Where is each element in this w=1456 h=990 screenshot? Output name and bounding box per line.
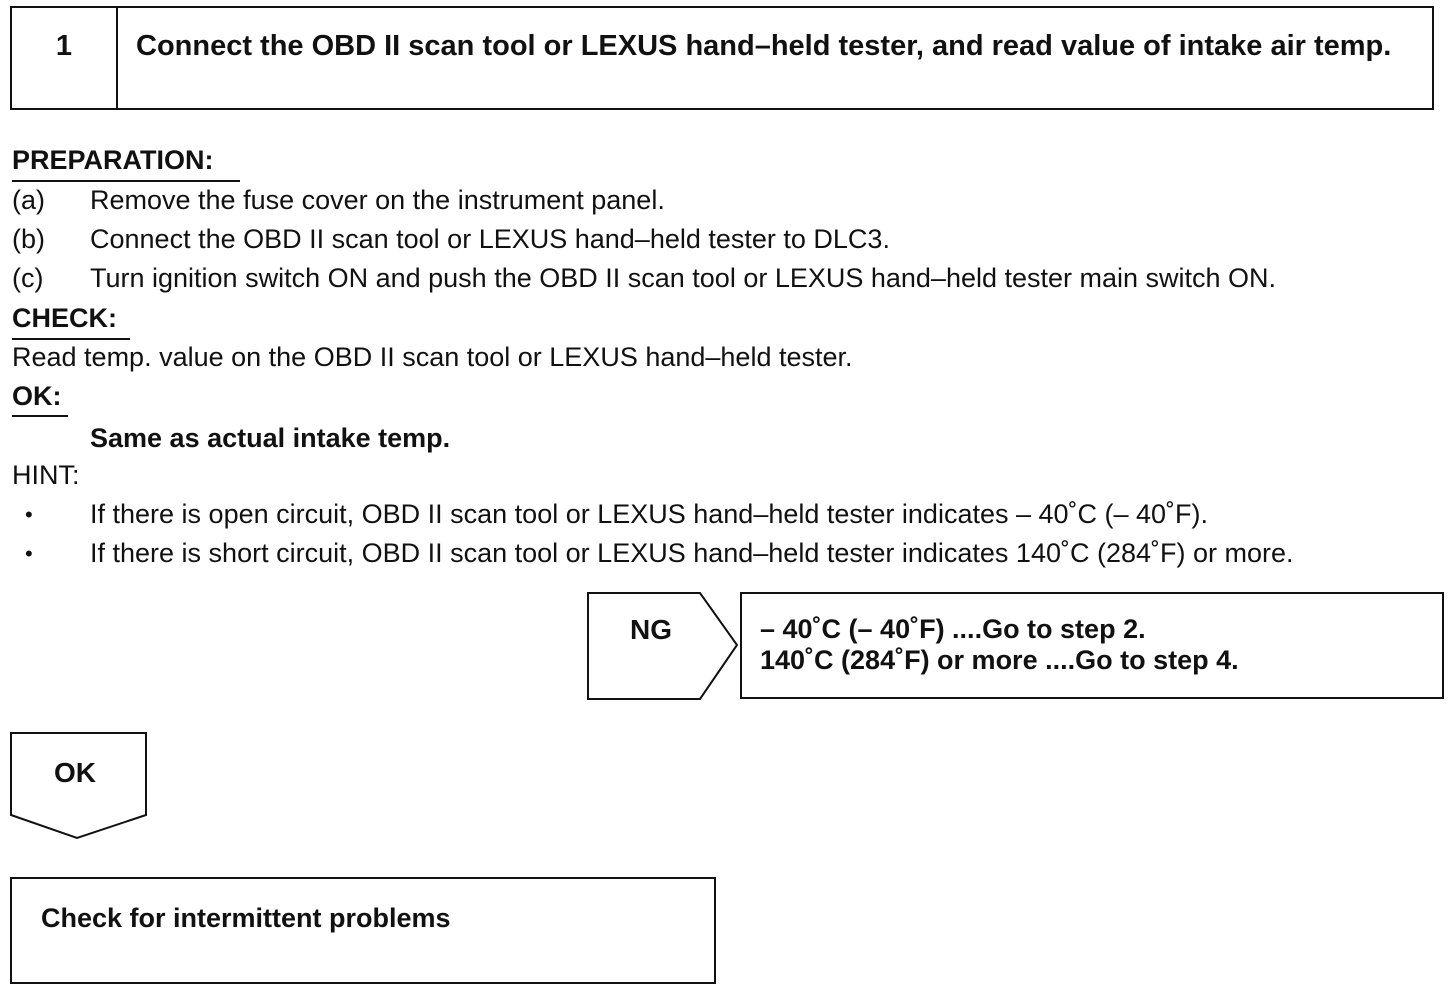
step-number: 1 xyxy=(12,8,118,108)
ng-result-line-1: – 40˚C (– 40˚F) ....Go to step 2. xyxy=(760,614,1146,644)
check-text: Read temp. value on the OBD II scan tool or LEXUS hand–held tester. xyxy=(12,342,853,372)
ok-spec-heading: OK: xyxy=(12,381,62,411)
ok-label: OK xyxy=(54,757,96,788)
ng-arrow-shape xyxy=(588,593,737,699)
preparation-heading: PREPARATION: xyxy=(12,145,214,175)
ok-result-text: Check for intermittent problems xyxy=(41,903,451,933)
step-title: Connect the OBD II scan tool or LEXUS hand–held tester, and read value of intake air temp. xyxy=(136,30,1392,62)
preparation-item-c-label: (c) xyxy=(12,263,44,293)
check-heading: CHECK: xyxy=(12,303,117,333)
hint-bullet-open-circuit: If there is open circuit, OBD II scan tool or LEXUS hand–held tester indicates – 40˚C (– 40˚F). xyxy=(90,499,1209,529)
ng-result-line-2: 140˚C (284˚F) or more ....Go to step 4. xyxy=(760,645,1239,675)
ok-result-box xyxy=(10,877,716,984)
preparation-item-a-text: Remove the fuse cover on the instrument panel. xyxy=(90,185,665,215)
preparation-item-b-label: (b) xyxy=(12,224,45,254)
preparation-item-b-text: Connect the OBD II scan tool or LEXUS hand–held tester to DLC3. xyxy=(90,224,890,254)
hint-heading: HINT: xyxy=(12,460,80,490)
ng-label: NG xyxy=(630,614,672,645)
hint-bullet-short-circuit: If there is short circuit, OBD II scan tool or LEXUS hand–held tester indicates 140˚C (284˚F) or more. xyxy=(90,538,1294,568)
bullet-icon: • xyxy=(25,502,33,527)
bullet-icon: • xyxy=(25,541,33,566)
ok-spec-text: Same as actual intake temp. xyxy=(90,423,451,453)
ng-result-box xyxy=(740,592,1444,699)
preparation-item-c-text: Turn ignition switch ON and push the OBD II scan tool or LEXUS hand–held tester main switch ON. xyxy=(90,263,1277,293)
preparation-item-a-label: (a) xyxy=(12,185,45,215)
